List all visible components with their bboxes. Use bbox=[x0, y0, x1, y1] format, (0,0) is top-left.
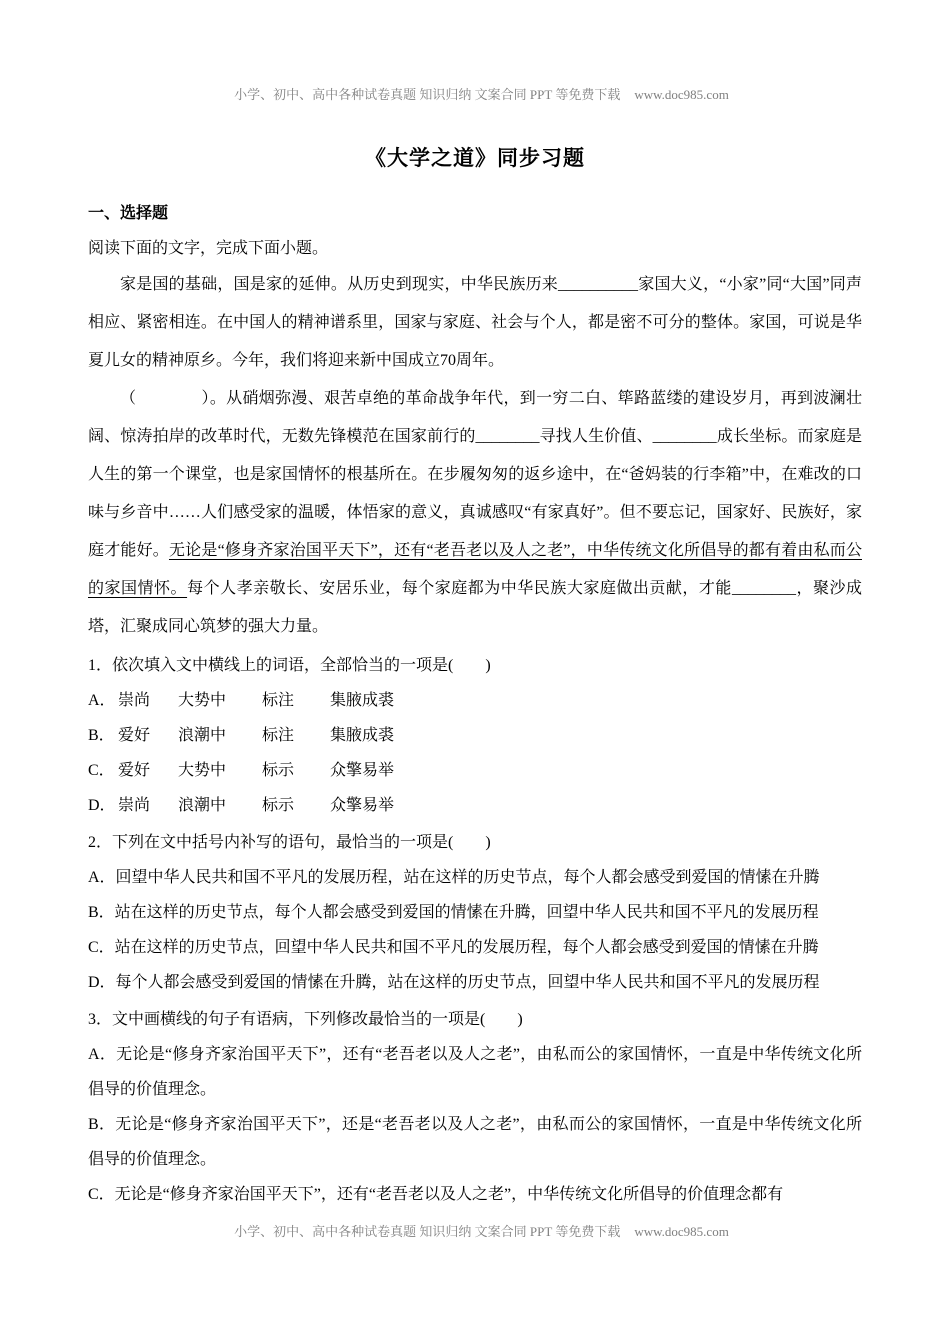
passage-underlined-sentence: 无论是“修身齐家治国平天下”，还有“老吾老以及人之老”，中华传统文化所倡导的都有着由私而公的家国情怀。 bbox=[88, 542, 862, 597]
option-row-b bbox=[88, 718, 862, 753]
header-url: www.doc985.com bbox=[634, 87, 729, 102]
question-stem: 3．文中画横线的句子有语病，下列修改最恰当的一项是( ) bbox=[88, 1011, 523, 1028]
question-3 bbox=[88, 1002, 862, 1212]
footer-text: 小学、初中、高中各种试卷真题 知识归纳 文案合同 PPT 等免费下载 bbox=[234, 1224, 621, 1239]
doc-header bbox=[0, 68, 950, 119]
passage-paragraph-1: 家是国的基础，国是家的延伸。从历史到现实，中华民族历来__________家国大义，“小家”同“大国”同声相应、紧密相连。在中国人的精神谱系里，国家与家庭、社会与个人，都是密不可分的整体。家国，可说是华夏儿女的精神原乡。今年，我们将迎来新中国成立70周年。 bbox=[88, 276, 862, 369]
passage-segment: 每个人孝亲敬长、安居乐业，每个家庭都为中华民族大家庭做出贡献，才能________，聚沙成塔，汇聚成同心筑梦的强大力量。 bbox=[88, 580, 862, 635]
passage-segment: （ ）。从硝烟弥漫、艰苦卓绝的革命战争年代，到一穷二白、筚路蓝缕的建设岁月，再到波澜壮阔、惊涛拍岸的改革时代，无数先锋模范在国家前行的________寻找人生价值、________成长坐标。而家庭是人生的第一个课堂，也是家国情怀的根基所在。在步履匆匆的返乡途中，在“爸妈装的行李箱”中，在难改的口味与乡音中……人们感受家的温暖，体悟家的意义，真诚感叹“有家真好”。但不要忘记，国家好、民族好，家庭才能好。 bbox=[88, 390, 862, 559]
footer-url: www.doc985.com bbox=[634, 1224, 729, 1239]
question-1 bbox=[88, 648, 862, 823]
option-row-d: D．每个人都会感受到爱国的情愫在升腾，站在这样的历史节点，回望中华人民共和国不平凡的发展历程 bbox=[88, 974, 820, 991]
question-stem: 2．下列在文中括号内补写的语句，最恰当的一项是( ) bbox=[88, 834, 491, 851]
option-word: 标注 bbox=[262, 692, 295, 709]
option-label: A． bbox=[88, 692, 116, 709]
option-word: 标示 bbox=[262, 797, 295, 814]
option-word: 浪潮中 bbox=[178, 727, 227, 744]
option-row-c: C．无论是“修身齐家治国平天下”，还有“老吾老以及人之老”，中华传统文化所倡导的价值理念都有 bbox=[88, 1186, 784, 1203]
passage-paragraph-2 bbox=[88, 380, 862, 646]
option-row-a: A．无论是“修身齐家治国平天下”，还有“老吾老以及人之老”，由私而公的家国情怀，一直是中华传统文化所倡导的价值理念。 bbox=[88, 1046, 862, 1098]
option-word: 大势中 bbox=[178, 762, 227, 779]
header-text: 小学、初中、高中各种试卷真题 知识归纳 文案合同 PPT 等免费下载 bbox=[234, 87, 621, 102]
option-label: C． bbox=[88, 762, 115, 779]
option-row-b: B．站在这样的历史节点，每个人都会感受到爱国的情愫在升腾，回望中华人民共和国不平凡的发展历程 bbox=[88, 904, 819, 921]
passage-intro: 阅读下面的文字，完成下面小题。 bbox=[88, 240, 329, 257]
page-title: 《大学之道》同步习题 bbox=[365, 146, 585, 170]
question-2 bbox=[88, 825, 862, 1000]
option-word: 浪潮中 bbox=[178, 797, 227, 814]
document-content bbox=[88, 200, 862, 1212]
option-word: 众擎易举 bbox=[330, 797, 395, 814]
option-word: 标注 bbox=[262, 727, 295, 744]
option-word: 集腋成裘 bbox=[330, 727, 395, 744]
option-row-c bbox=[88, 753, 862, 788]
option-label: D． bbox=[88, 797, 116, 814]
section-heading: 一、选择题 bbox=[88, 205, 169, 222]
option-word: 爱好 bbox=[118, 762, 151, 779]
option-word: 崇尚 bbox=[118, 692, 151, 709]
option-word: 爱好 bbox=[118, 727, 151, 744]
option-word: 众擎易举 bbox=[330, 762, 395, 779]
option-word: 崇尚 bbox=[118, 797, 151, 814]
option-word: 标示 bbox=[262, 762, 295, 779]
reading-passage bbox=[88, 266, 862, 646]
option-word: 大势中 bbox=[178, 692, 227, 709]
option-row-a: A．回望中华人民共和国不平凡的发展历程，站在这样的历史节点，每个人都会感受到爱国的情愫在升腾 bbox=[88, 869, 820, 886]
doc-footer bbox=[0, 1205, 950, 1256]
option-label: B． bbox=[88, 727, 115, 744]
option-row-b: B．无论是“修身齐家治国平天下”，还是“老吾老以及人之老”，由私而公的家国情怀，一直是中华传统文化所倡导的价值理念。 bbox=[88, 1116, 862, 1168]
option-row-c: C．站在这样的历史节点，回望中华人民共和国不平凡的发展历程，每个人都会感受到爱国的情愫在升腾 bbox=[88, 939, 819, 956]
option-row-a bbox=[88, 683, 862, 718]
option-word: 集腋成裘 bbox=[330, 692, 395, 709]
option-row-d bbox=[88, 788, 862, 823]
question-stem: 1．依次填入文中横线上的词语，全部恰当的一项是( ) bbox=[88, 657, 491, 674]
